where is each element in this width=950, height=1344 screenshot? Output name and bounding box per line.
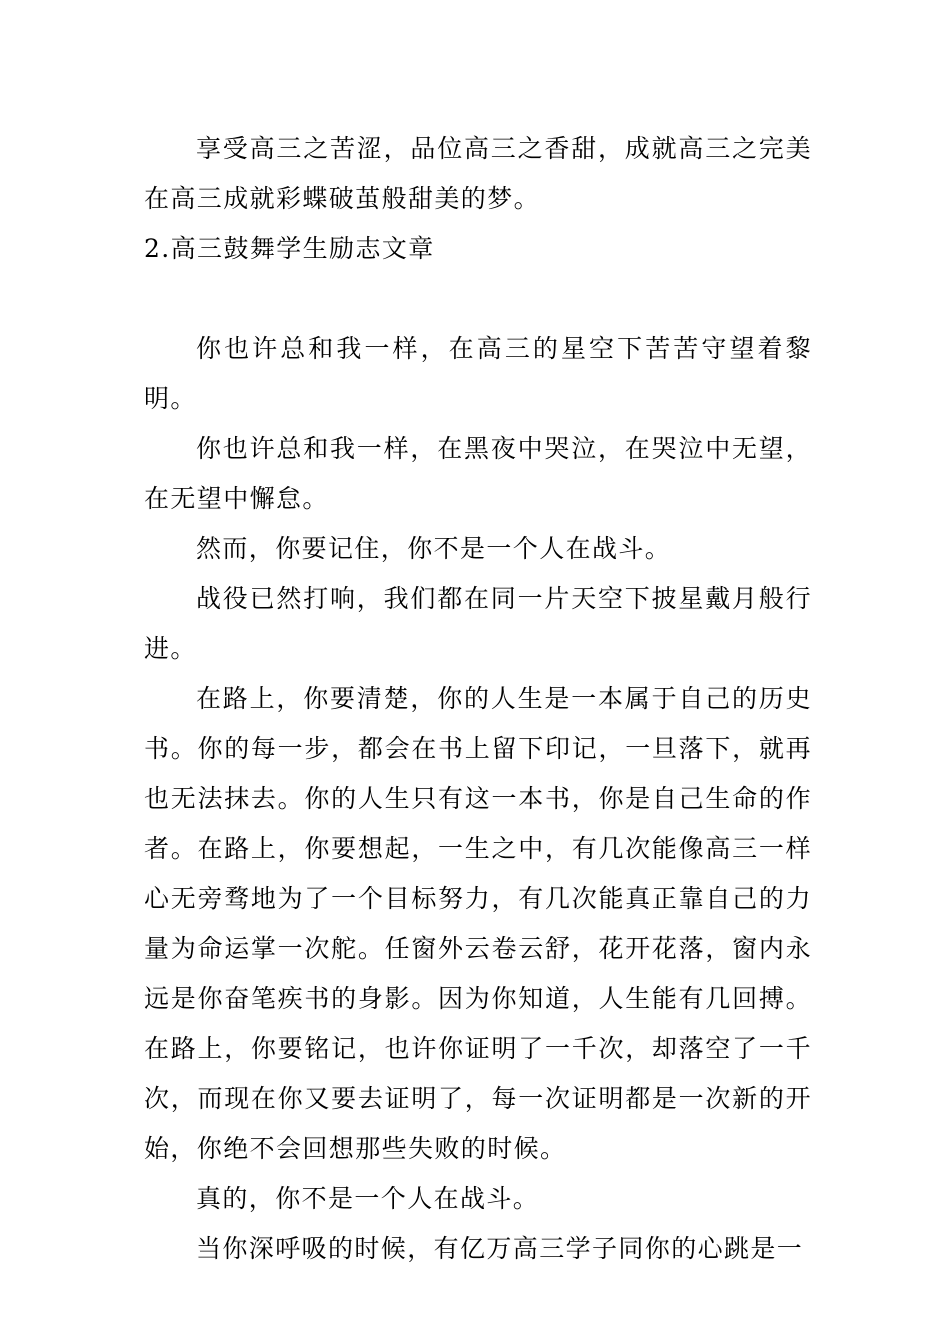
section-heading: 2.高三鼓舞学生励志文章 [144,234,435,263]
body-paragraph: 当你深呼吸的时候，有亿万高三学子同你的心跳是一 [196,1234,804,1263]
document-body [144,124,812,1274]
blank-line [144,274,812,324]
body-paragraph: 战役已然打响，我们都在同一片天空下披星戴月般行进。 [144,584,812,663]
body-paragraph: 你也许总和我一样，在高三的星空下苦苦守望着黎明。 [144,334,812,413]
intro-paragraph: 享受高三之苦涩，品位高三之香甜，成就高三之完美在高三成就彩蝶破茧般甜美的梦。 [144,134,812,213]
body-paragraph: 真的，你不是一个人在战斗。 [196,1184,540,1213]
body-paragraph: 然而，你要记住，你不是一个人在战斗。 [196,534,672,563]
body-paragraph: 你也许总和我一样，在黑夜中哭泣，在哭泣中无望，在无望中懈怠。 [144,434,812,513]
body-paragraph: 在路上，你要清楚，你的人生是一本属于自己的历史书。你的每一步，都会在书上留下印记，一旦落下，就再也无法抹去。你的人生只有这一本书，你是自己生命的作者。在路上，你要想起，一生之中，有几次能像高三一样心无旁骛地为了一个目标努力，有几次能真正靠自己的力量为命运掌一次舵。任窗外云卷云舒，花开花落，窗内永远是你奋笔疾书的身影。因为你知道，人生能有几回搏。在路上，你要铭记，也许你证明了一千次，却落空了一千次，而现在你又要去证明了，每一次证明都是一次新的开始，你绝不会回想那些失败的时候。 [144,684,812,1163]
